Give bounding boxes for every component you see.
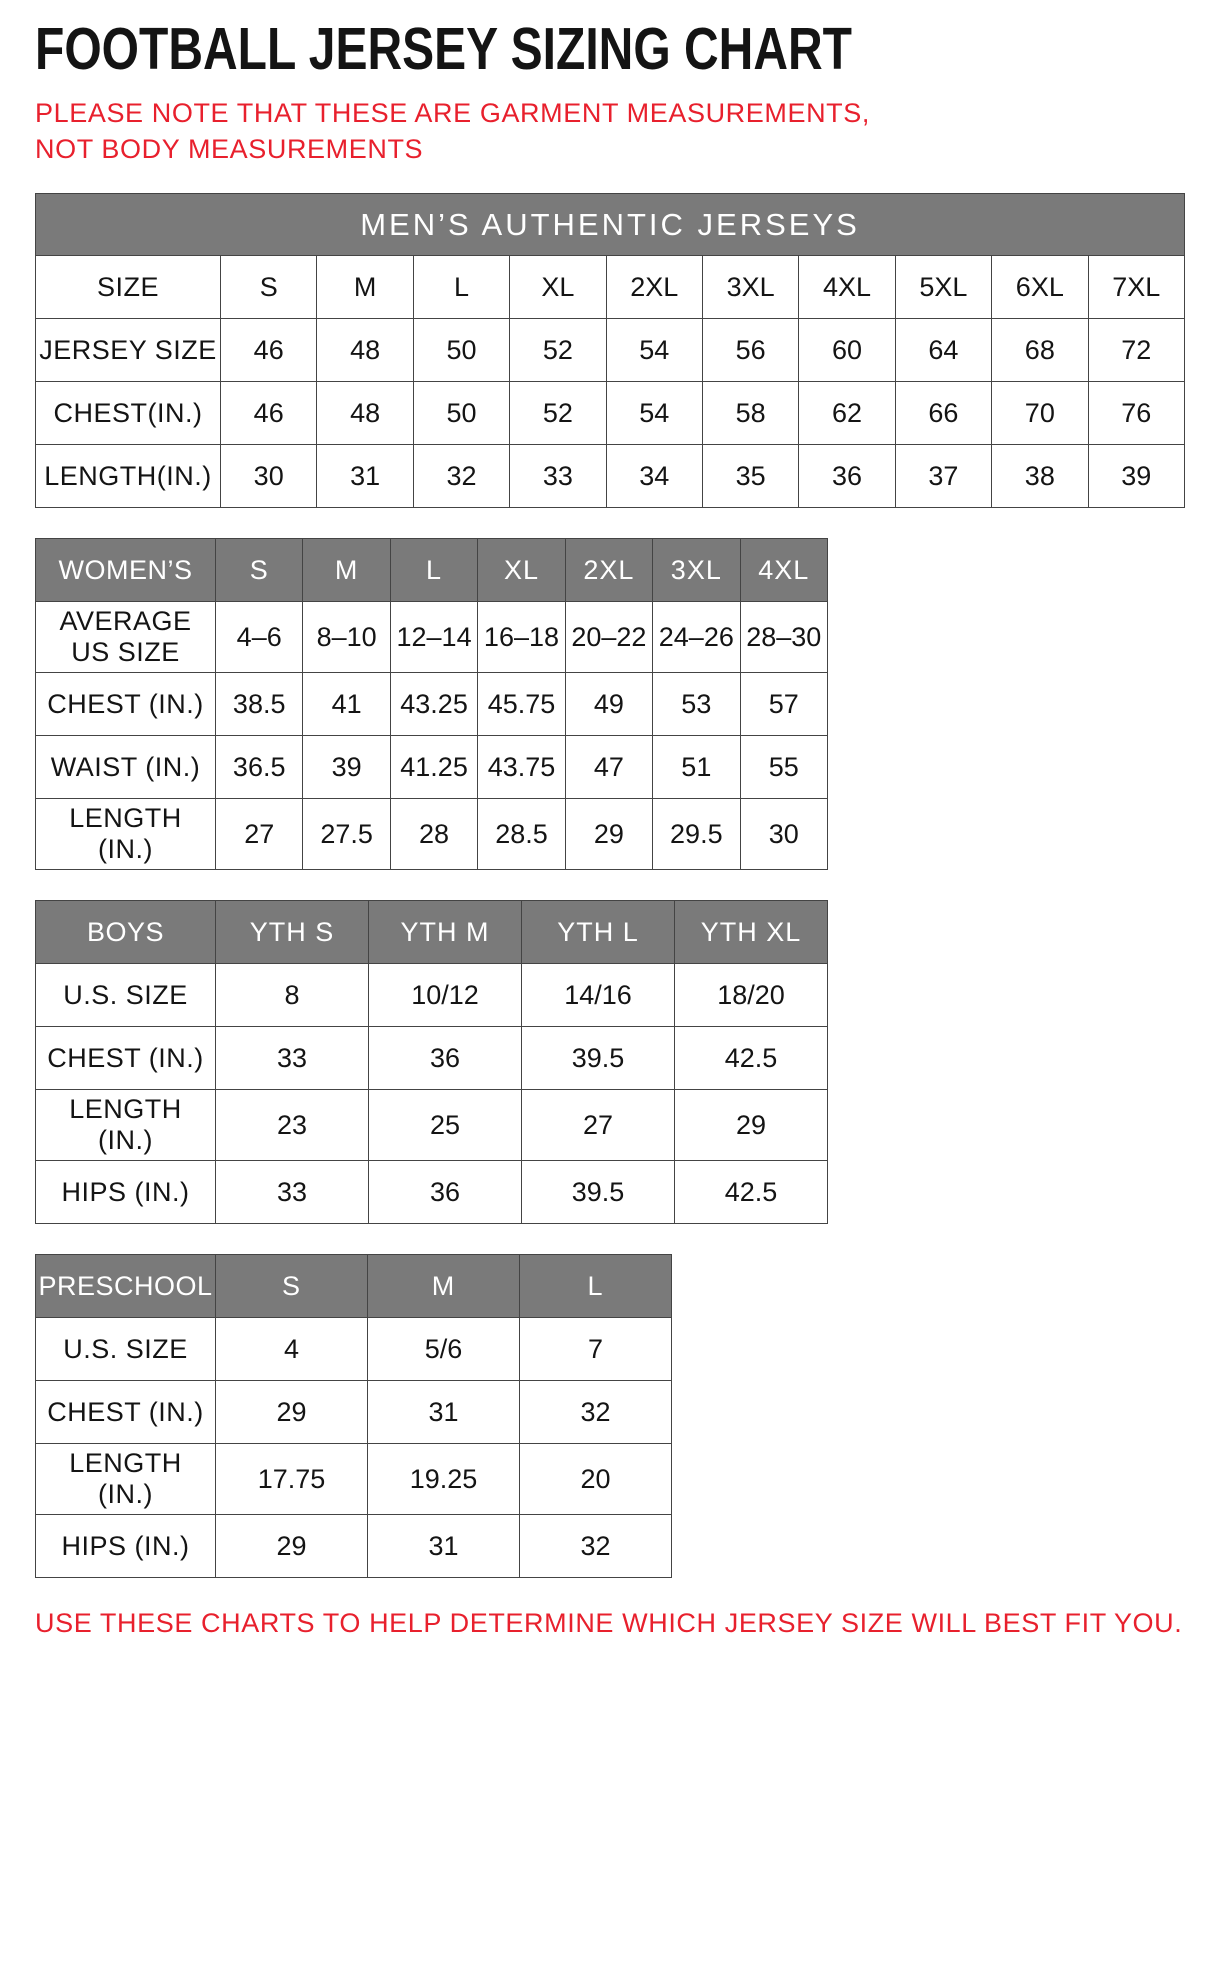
value-cell: 54 <box>606 382 702 445</box>
table-header-label: BOYS <box>36 901 216 964</box>
size-header-cell: YTH M <box>369 901 522 964</box>
value-cell: 2XL <box>606 256 702 319</box>
value-cell: 27 <box>522 1090 675 1161</box>
table-header-row <box>36 1255 672 1318</box>
value-cell: L <box>413 256 509 319</box>
row-label-cell: LENGTH (IN.) <box>36 799 216 870</box>
value-cell: 36 <box>799 445 895 508</box>
value-cell: 8–10 <box>303 602 390 673</box>
value-cell: 64 <box>895 319 991 382</box>
footer-text: USE THESE CHARTS TO HELP DETERMINE WHICH JERSEY SIZE WILL BEST FIT YOU. <box>35 1608 1183 1639</box>
value-cell: 48 <box>317 382 413 445</box>
value-cell: 29 <box>216 1381 368 1444</box>
value-cell: 5/6 <box>368 1318 520 1381</box>
value-cell: 41 <box>303 673 390 736</box>
row-label-cell: LENGTH (IN.) <box>36 1090 216 1161</box>
table-row <box>36 1318 672 1381</box>
value-cell: 16–18 <box>478 602 565 673</box>
value-cell: 36 <box>369 1161 522 1224</box>
value-cell: 53 <box>653 673 740 736</box>
value-cell: 66 <box>895 382 991 445</box>
row-label-cell: U.S. SIZE <box>36 964 216 1027</box>
table-row <box>36 1161 828 1224</box>
value-cell: 27 <box>216 799 303 870</box>
value-cell: 28–30 <box>740 602 827 673</box>
value-cell: 48 <box>317 319 413 382</box>
row-label-cell: CHEST(IN.) <box>36 382 221 445</box>
value-cell: 36.5 <box>216 736 303 799</box>
value-cell: 8 <box>216 964 369 1027</box>
garment-measurements-note: PLEASE NOTE THAT THESE ARE GARMENT MEASUREMENTS, NOT BODY MEASUREMENTS <box>35 98 870 164</box>
value-cell: 36 <box>369 1027 522 1090</box>
value-cell: 39.5 <box>522 1027 675 1090</box>
value-cell: S <box>221 256 317 319</box>
value-cell: 29 <box>565 799 652 870</box>
value-cell: 68 <box>992 319 1088 382</box>
page-title: FOOTBALL JERSEY SIZING CHART <box>35 15 852 83</box>
size-header-cell: 4XL <box>740 539 827 602</box>
table-row <box>36 673 828 736</box>
value-cell: 50 <box>413 319 509 382</box>
value-cell: 6XL <box>992 256 1088 319</box>
value-cell: 38.5 <box>216 673 303 736</box>
value-cell: 29 <box>675 1090 828 1161</box>
value-cell: 52 <box>510 382 606 445</box>
value-cell: 4–6 <box>216 602 303 673</box>
row-label-cell: LENGTH(IN.) <box>36 445 221 508</box>
value-cell: 25 <box>369 1090 522 1161</box>
row-label-cell: AVERAGE US SIZE <box>36 602 216 673</box>
table-row <box>36 1027 828 1090</box>
size-header-cell: M <box>303 539 390 602</box>
row-label-cell: HIPS (IN.) <box>36 1515 216 1578</box>
size-header-cell: L <box>390 539 477 602</box>
value-cell: 46 <box>221 382 317 445</box>
row-label-cell: WAIST (IN.) <box>36 736 216 799</box>
value-cell: 18/20 <box>675 964 828 1027</box>
table-row <box>36 1515 672 1578</box>
value-cell: M <box>317 256 413 319</box>
womens-sizing-table <box>35 538 828 870</box>
value-cell: 39.5 <box>522 1161 675 1224</box>
value-cell: 41.25 <box>390 736 477 799</box>
value-cell: 7XL <box>1088 256 1184 319</box>
value-cell: XL <box>510 256 606 319</box>
size-header-cell: S <box>216 539 303 602</box>
preschool-sizing-table <box>35 1254 672 1578</box>
value-cell: 52 <box>510 319 606 382</box>
value-cell: 29.5 <box>653 799 740 870</box>
value-cell: 47 <box>565 736 652 799</box>
value-cell: 32 <box>413 445 509 508</box>
value-cell: 76 <box>1088 382 1184 445</box>
value-cell: 37 <box>895 445 991 508</box>
value-cell: 31 <box>317 445 413 508</box>
value-cell: 35 <box>702 445 798 508</box>
row-label-cell: CHEST (IN.) <box>36 673 216 736</box>
table-header-label: WOMEN’S <box>36 539 216 602</box>
table-row <box>36 319 1185 382</box>
size-header-cell: XL <box>478 539 565 602</box>
value-cell: 32 <box>520 1515 672 1578</box>
value-cell: 24–26 <box>653 602 740 673</box>
row-label-cell: LENGTH (IN.) <box>36 1444 216 1515</box>
value-cell: 17.75 <box>216 1444 368 1515</box>
row-label-cell: CHEST (IN.) <box>36 1027 216 1090</box>
value-cell: 14/16 <box>522 964 675 1027</box>
value-cell: 30 <box>221 445 317 508</box>
value-cell: 49 <box>565 673 652 736</box>
table-header-row <box>36 901 828 964</box>
table-header-label: PRESCHOOL <box>36 1255 216 1318</box>
value-cell: 29 <box>216 1515 368 1578</box>
table-title-row <box>36 194 1185 256</box>
value-cell: 46 <box>221 319 317 382</box>
row-label-cell: JERSEY SIZE <box>36 319 221 382</box>
value-cell: 33 <box>216 1161 369 1224</box>
value-cell: 51 <box>653 736 740 799</box>
table-row <box>36 964 828 1027</box>
size-header-cell: YTH S <box>216 901 369 964</box>
table-header-row <box>36 539 828 602</box>
value-cell: 34 <box>606 445 702 508</box>
table-title: MEN’S AUTHENTIC JERSEYS <box>36 194 1185 256</box>
value-cell: 56 <box>702 319 798 382</box>
value-cell: 32 <box>520 1381 672 1444</box>
value-cell: 38 <box>992 445 1088 508</box>
value-cell: 57 <box>740 673 827 736</box>
value-cell: 20–22 <box>565 602 652 673</box>
value-cell: 43.25 <box>390 673 477 736</box>
size-header-cell: L <box>520 1255 672 1318</box>
size-header-cell: YTH XL <box>675 901 828 964</box>
mens-authentic-jerseys-table <box>35 193 1185 508</box>
size-header-cell: S <box>216 1255 368 1318</box>
value-cell: 10/12 <box>369 964 522 1027</box>
value-cell: 39 <box>1088 445 1184 508</box>
size-header-cell: 2XL <box>565 539 652 602</box>
value-cell: 3XL <box>702 256 798 319</box>
value-cell: 28.5 <box>478 799 565 870</box>
size-header-cell: 3XL <box>653 539 740 602</box>
value-cell: 70 <box>992 382 1088 445</box>
value-cell: 45.75 <box>478 673 565 736</box>
value-cell: 72 <box>1088 319 1184 382</box>
value-cell: 4XL <box>799 256 895 319</box>
table-row <box>36 445 1185 508</box>
value-cell: 4 <box>216 1318 368 1381</box>
table-row <box>36 382 1185 445</box>
table-row <box>36 799 828 870</box>
value-cell: 31 <box>368 1515 520 1578</box>
value-cell: 27.5 <box>303 799 390 870</box>
value-cell: 28 <box>390 799 477 870</box>
value-cell: 62 <box>799 382 895 445</box>
value-cell: 5XL <box>895 256 991 319</box>
value-cell: 43.75 <box>478 736 565 799</box>
row-label-cell: SIZE <box>36 256 221 319</box>
table-row <box>36 1444 672 1515</box>
row-label-cell: U.S. SIZE <box>36 1318 216 1381</box>
value-cell: 23 <box>216 1090 369 1161</box>
value-cell: 42.5 <box>675 1161 828 1224</box>
value-cell: 12–14 <box>390 602 477 673</box>
row-label-cell: HIPS (IN.) <box>36 1161 216 1224</box>
value-cell: 39 <box>303 736 390 799</box>
value-cell: 33 <box>216 1027 369 1090</box>
table-row <box>36 736 828 799</box>
size-header-cell: M <box>368 1255 520 1318</box>
table-row <box>36 1090 828 1161</box>
value-cell: 19.25 <box>368 1444 520 1515</box>
value-cell: 50 <box>413 382 509 445</box>
row-label-cell: CHEST (IN.) <box>36 1381 216 1444</box>
value-cell: 54 <box>606 319 702 382</box>
value-cell: 58 <box>702 382 798 445</box>
boys-sizing-table <box>35 900 828 1224</box>
size-header-cell: YTH L <box>522 901 675 964</box>
value-cell: 31 <box>368 1381 520 1444</box>
value-cell: 60 <box>799 319 895 382</box>
value-cell: 55 <box>740 736 827 799</box>
value-cell: 20 <box>520 1444 672 1515</box>
table-row <box>36 602 828 673</box>
value-cell: 33 <box>510 445 606 508</box>
value-cell: 30 <box>740 799 827 870</box>
table-row <box>36 256 1185 319</box>
value-cell: 7 <box>520 1318 672 1381</box>
value-cell: 42.5 <box>675 1027 828 1090</box>
table-row <box>36 1381 672 1444</box>
